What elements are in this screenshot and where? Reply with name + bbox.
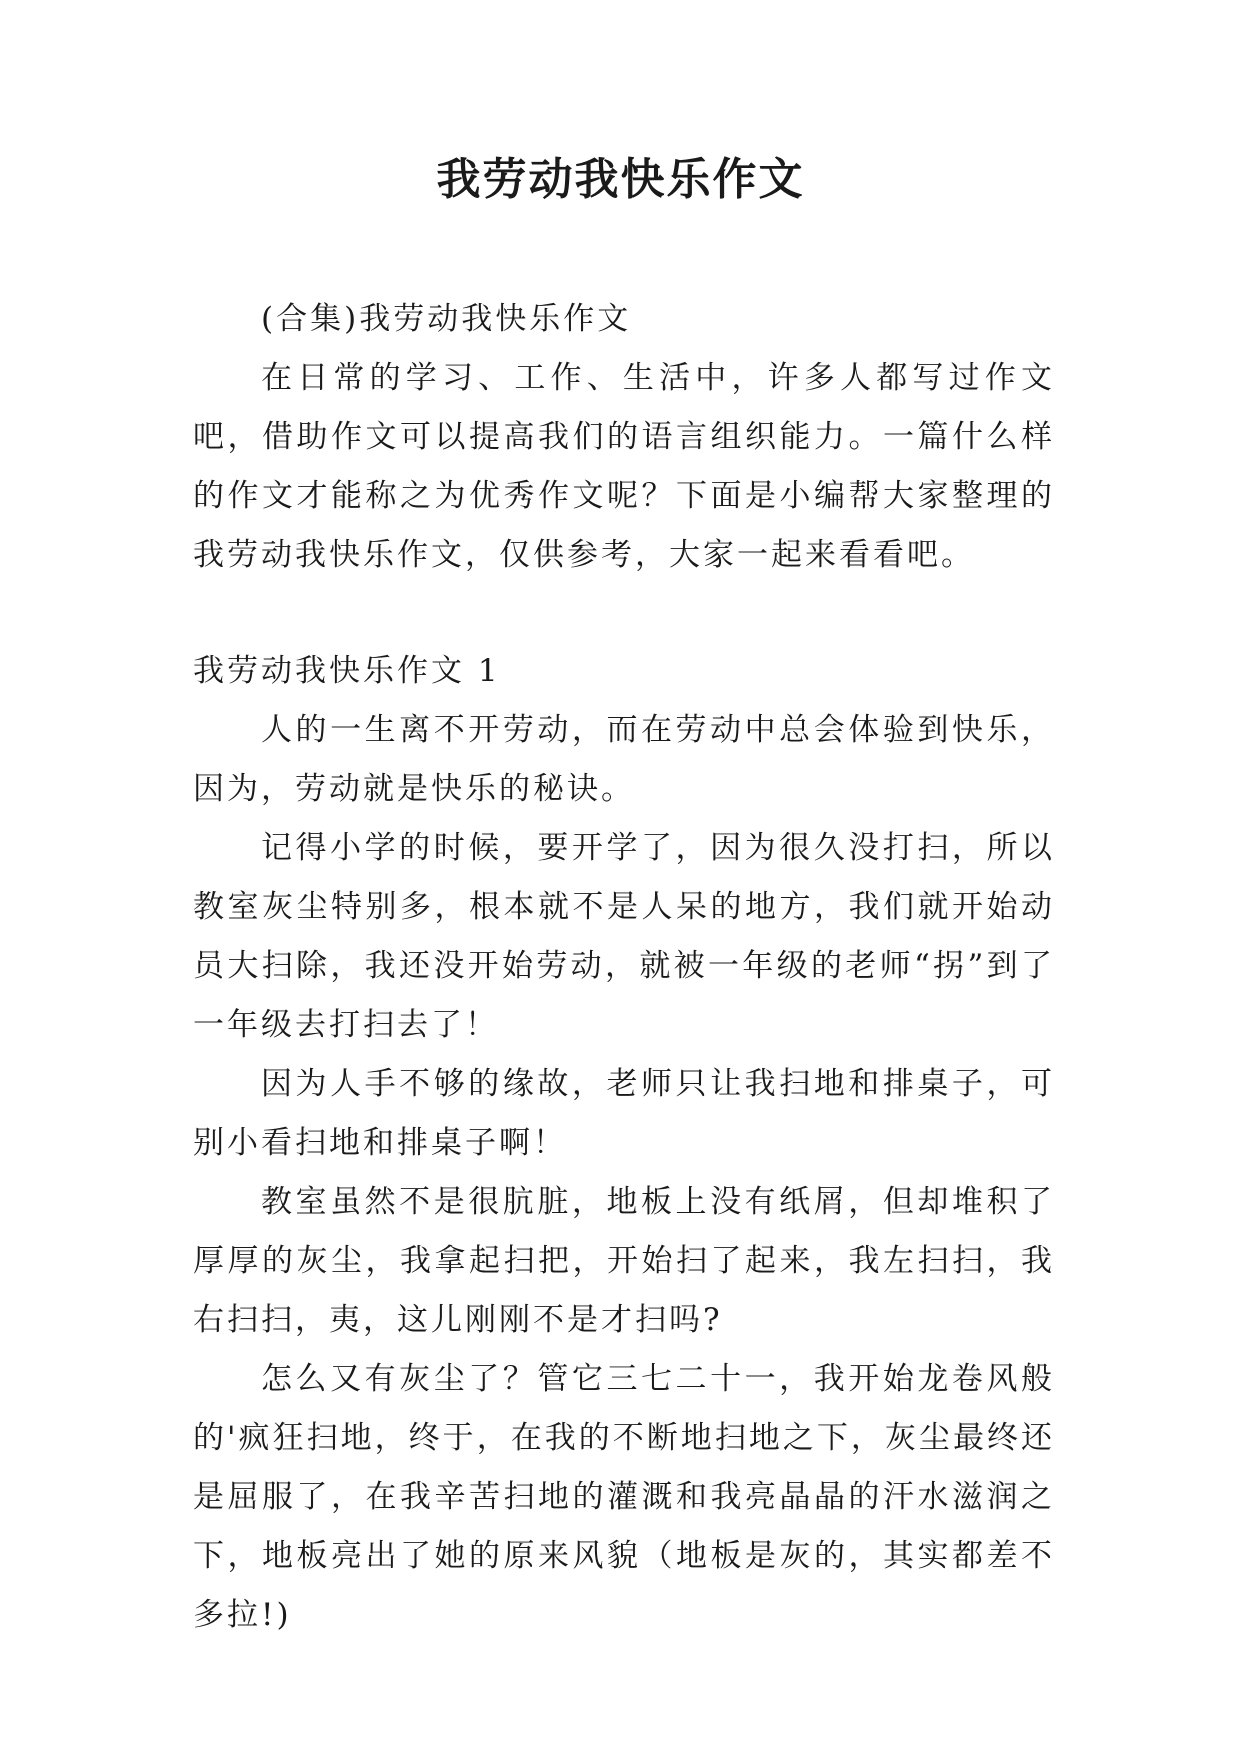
- body-paragraph: 因为人手不够的缘故，老师只让我扫地和排桌子，可别小看扫地和排桌子啊！: [193, 1066, 1055, 1161]
- body-paragraph: 怎么又有灰尘了？管它三七二十一，我开始龙卷风般的'疯狂扫地，终于，在我的不断地扫地之下，灰尘最终还是屈服了，在我辛苦扫地的灌溉和我亮晶晶的汗水滋润之下，地板亮出了她的原来风貌（地板是灰的，其实都差不多拉!): [193, 1361, 1055, 1633]
- intro-paragraph: 在日常的学习、工作、生活中，许多人都写过作文吧，借助作文可以提高我们的语言组织能力。一篇什么样的作文才能称之为优秀作文呢？下面是小编帮大家整理的我劳动我快乐作文，仅供参考，大家一起来看看吧。: [193, 360, 1055, 573]
- section-heading: 我劳动我快乐作文 1: [193, 653, 501, 689]
- body-paragraph: 教室虽然不是很肮脏，地板上没有纸屑，但却堆积了厚厚的灰尘，我拿起扫把，开始扫了起来，我左扫扫，我右扫扫，夷，这儿刚刚不是才扫吗?: [193, 1184, 1055, 1338]
- subtitle-paragraph: (合集)我劳动我快乐作文: [261, 301, 632, 337]
- body-paragraph: 记得小学的时候，要开学了，因为很久没打扫，所以教室灰尘特别多，根本就不是人呆的地方，我们就开始动员大扫除，我还没开始劳动，就被一年级的老师“拐”到了一年级去打扫去了！: [193, 830, 1055, 1043]
- page-title: 我劳动我快乐作文: [436, 154, 805, 205]
- document-body: [193, 290, 1055, 1645]
- body-paragraph: 人的一生离不开劳动，而在劳动中总会体验到快乐，因为，劳动就是快乐的秘诀。: [193, 712, 1055, 807]
